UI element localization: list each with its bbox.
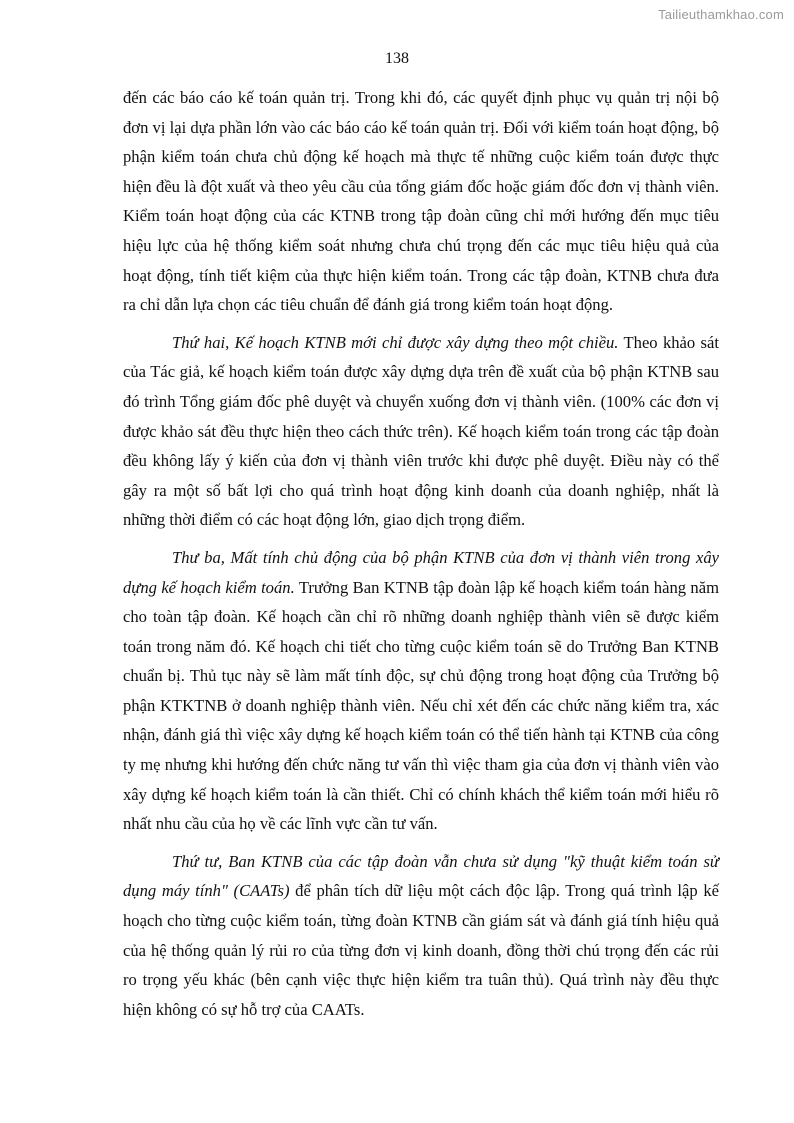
paragraph-3 xyxy=(123,543,719,839)
paragraph-1 xyxy=(123,83,719,320)
paragraph-3-text: Trưởng Ban KTNB tập đoàn lập kế hoạch kiểm toán hàng năm cho toàn tập đoàn. Kế hoạch cần chỉ rõ những doanh nghiệp thành viên sẽ được kiểm toán trong năm đó. Kế hoạch chi tiết cho từng cuộc kiểm toán sẽ do Trưởng Ban KTNB chuẩn bị. Thủ tục này sẽ làm mất tính độc, sự chủ động trong hoạt động của Trưởng bộ phận KTKTNB ở doanh nghiệp thành viên. Nếu chỉ xét đến các chức năng kiểm tra, xác nhận, đánh giá thì việc xây dựng kế hoạch kiểm toán có thể tiến hành tại KTNB của công ty mẹ nhưng khi hướng đến chức năng tư vấn thì việc tham gia của đơn vị thành viên vào xây dựng kế hoạch kiểm toán là cần thiết. Chỉ có chính khách thể kiểm toán mới hiểu rõ nhất nhu cầu của họ về các lĩnh vực cần tư vấn. xyxy=(123,577,720,834)
paragraph-2 xyxy=(123,328,719,535)
paragraph-4-lead: Thứ tư, Ban KTNB của các tập đoàn vẫn chưa sử dụng "kỹ thuật kiểm toán sử dụng máy tính" (CAATs) xyxy=(123,851,719,901)
watermark-text: Tailieuthamkhao.com xyxy=(658,7,784,22)
paragraph-3-lead: Thư ba, Mất tính chủ động của bộ phận KTNB của đơn vị thành viên trong xây dựng kế hoạch kiểm toán. xyxy=(123,547,719,597)
paragraph-1-text: đến các báo cáo kế toán quản trị. Trong khi đó, các quyết định phục vụ quản trị nội bộ đơn vị lại dựa phần lớn vào các báo cáo kế toán quản trị. Đối với kiểm toán hoạt động, bộ phận kiểm toán chưa chủ động kế hoạch mà thực tế những cuộc kiểm toán được thực hiện đều là đột xuất và theo yêu cầu của tổng giám đốc hoặc giám đốc đơn vị thành viên. Kiểm toán hoạt động của các KTNB trong tập đoàn cũng chỉ mới hướng đến mục tiêu hiệu lực của hệ thống kiểm soát nhưng chưa chú trọng đến các mục tiêu hiệu quả của hoạt động, tính tiết kiệm của thực hiện kiểm toán. Trong các tập đoàn, KTNB chưa đưa ra chỉ dẫn lựa chọn các tiêu chuẩn để đánh giá trong kiểm toán hoạt động. xyxy=(123,88,719,315)
document-body xyxy=(123,83,719,1032)
paragraph-4-text: để phân tích dữ liệu một cách độc lập. Trong quá trình lập kế hoạch cho từng cuộc kiểm toán, từng đoàn KTNB cần giám sát và đánh giá tính hiệu quả của hệ thống quản lý rủi ro của từng đơn vị kinh doanh, đồng thời chú trọng đến các rủi ro trọng yếu khác (bên cạnh việc thực hiện kiểm tra tuân thủ). Quá trình này đều thực hiện không có sự hỗ trợ của CAATs. xyxy=(123,881,720,1019)
paragraph-2-lead: Thứ hai, Kế hoạch KTNB mới chỉ được xây dựng theo một chiều. xyxy=(172,332,619,352)
paragraph-4 xyxy=(123,847,719,1025)
page-number: 138 xyxy=(385,50,409,67)
paragraph-2-text: Theo khảo sát của Tác giả, kế hoạch kiểm toán được xây dựng dựa trên đề xuất của bộ phận KTNB sau đó trình Tổng giám đốc phê duyệt và chuyển xuống đơn vị thành viên. (100% các đơn vị được khảo sát đều thực hiện theo cách thức trên). Kế hoạch kiểm toán trong các tập đoàn đều không lấy ý kiến của đơn vị thành viên trước khi được phê duyệt. Điều này có thể gây ra một số bất lợi cho quá trình hoạt động kinh doanh của doanh nghiệp, nhất là những thời điểm có các hoạt động lớn, giao dịch trọng điểm. xyxy=(123,332,719,530)
